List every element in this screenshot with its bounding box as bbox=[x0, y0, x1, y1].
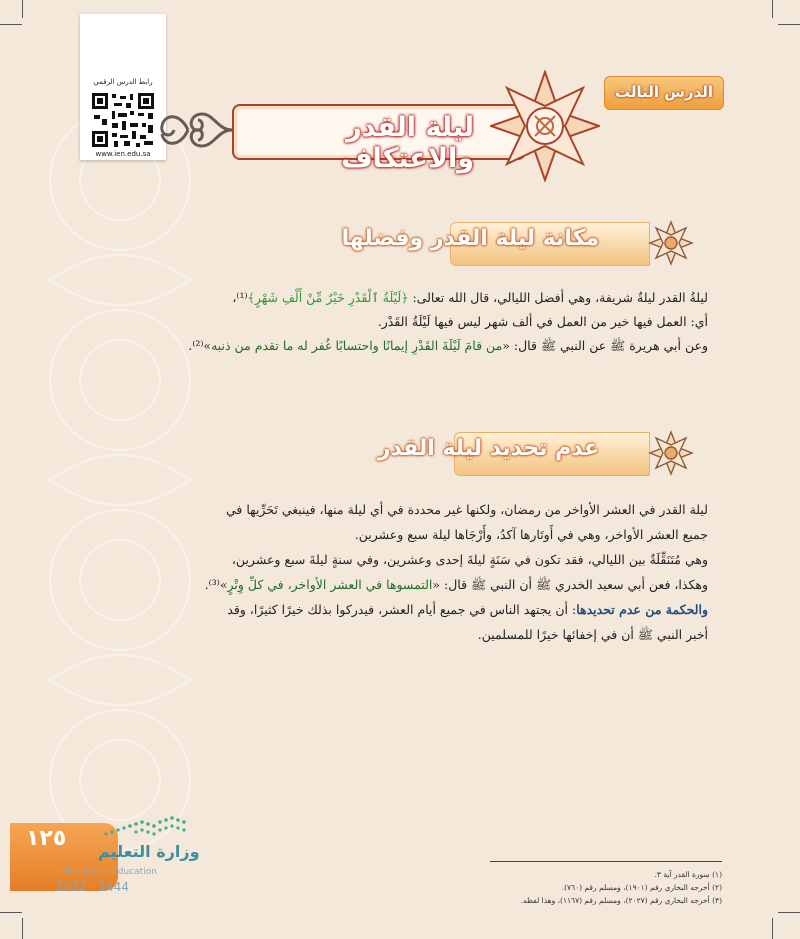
section-heading-1-label: مكانة ليلة القدر وفضلها bbox=[341, 226, 599, 251]
section-heading-1 bbox=[341, 222, 650, 266]
section-2-line-6: أخبر النبي ﷺ أن في إخفائها خيرًا للمسلمين. bbox=[477, 627, 708, 642]
flower-ornament-icon bbox=[648, 430, 694, 476]
footnote-3: (٣) أخرجه البخاري رقم (٢٠٢٧)، ومسلم رقم (١١٦٧)، وهذا لفظه. bbox=[520, 896, 722, 905]
crop-mark bbox=[22, 918, 23, 939]
page-number: ١٢٥ bbox=[26, 826, 67, 851]
flower-ornament-icon bbox=[648, 220, 694, 266]
section-2-line-4: وهكذا، فعن أبي سعيد الخدري ﷺ أن النبي ﷺ قال: «التمسوها في العشر الأواخر، في كلِّ وِتْرٍ»⁽³⁾. bbox=[204, 577, 708, 592]
section-2-body bbox=[92, 497, 708, 647]
wisdom-label: والحكمة من عدم تحديدها bbox=[576, 602, 708, 617]
section-2-line-1: ليلة القدر في العشر الأواخر من رمضان، ولكنها غير محددة في أي ليلة منها، فينبغي تَحَرِّيها في bbox=[225, 502, 708, 517]
lesson-number-label: الدرس الثالث bbox=[614, 83, 714, 101]
footnote-2: (٢) أخرجه البخاري رقم (١٩٠١)، ومسلم رقم (٧٦٠). bbox=[561, 883, 722, 892]
section-2-line-3: وهي مُتَنَقِّلَةٌ بين الليالي، فقد تكون في سَنَةٍ ليلةَ إحدى وعشرين، وفي سنةٍ ليلةَ سبع وعشرين، bbox=[231, 552, 708, 567]
qr-label: رابط الدرس الرقمي bbox=[93, 78, 153, 86]
section-1-line-1: ليلةُ القدر ليلةٌ شريفة، وهي أفضل الليالي، قال الله تعالى: ﴿لَيْلَةُ ٱلْقَدْرِ خَيْرٌ مِّنْ أَلْفِ شَهْرٍ﴾⁽¹⁾، bbox=[232, 290, 708, 305]
footnote-divider bbox=[490, 861, 722, 862]
crop-mark bbox=[0, 912, 22, 913]
ministry-name-arabic: وزارة التعليم bbox=[98, 842, 200, 861]
digital-lesson-qr-card[interactable] bbox=[80, 14, 166, 160]
section-1-body bbox=[92, 286, 708, 358]
section-1-line-3: وعن أبي هريرة ﷺ عن النبي ﷺ قال: «من قامَ لَيْلَةَ القَدْرِ إيمانًا واحتسابًا غُفر له ما تقدم من ذنبه»⁽²⁾. bbox=[188, 338, 708, 353]
qr-code-icon[interactable] bbox=[90, 91, 156, 149]
crop-mark bbox=[772, 918, 773, 939]
section-2-line-5: والحكمة من عدم تحديدها: أن يجتهد الناس في جميع أيام العشر، فيدركوا بذلك خيرًا كثيرًا، وقد bbox=[227, 602, 708, 617]
section-2-line-2: جميع العشر الأواخر، وهي في أَوتَارها آكدُ، وأَرْجَاها ليلة سبع وعشرين. bbox=[354, 527, 708, 542]
qr-url: www.ien.edu.sa bbox=[95, 150, 151, 158]
star-medallion-icon bbox=[490, 70, 600, 182]
footnotes bbox=[422, 868, 722, 907]
lesson-title: ليلة القدر والاعتكاف bbox=[341, 112, 474, 174]
crop-mark bbox=[778, 912, 800, 913]
hadith-quote: من قامَ لَيْلَةَ القَدْرِ إيمانًا واحتسابًا غُفر له ما تقدم من ذنبه bbox=[211, 338, 503, 353]
quran-verse: ﴿لَيْلَةُ ٱلْقَدْرِ خَيْرٌ مِّنْ أَلْفِ شَهْرٍ﴾ bbox=[247, 290, 409, 305]
scroll-ornament-icon bbox=[158, 104, 234, 156]
edition-year: 2022 - 1444 bbox=[56, 880, 130, 894]
section-heading-2 bbox=[377, 432, 650, 476]
footnote-1: (١) سورة القدر آية ٣. bbox=[654, 870, 722, 879]
ministry-name-english: Ministry of Education bbox=[62, 867, 157, 877]
crop-mark bbox=[0, 24, 22, 25]
lesson-number-tab bbox=[604, 76, 724, 110]
crop-mark bbox=[22, 0, 23, 18]
section-heading-2-label: عدم تحديد ليلة القدر bbox=[377, 436, 599, 461]
section-1-line-2: أي: العمل فيها خير من العمل في ألف شهر ليس فيها لَيْلَةُ القَدْر. bbox=[377, 314, 708, 329]
crop-mark bbox=[778, 24, 800, 25]
hadith-quote: التمسوها في العشر الأواخر، في كلِّ وِتْرٍ bbox=[227, 577, 433, 592]
crop-mark bbox=[772, 0, 773, 18]
ministry-logo-icon bbox=[96, 812, 188, 842]
lesson-title-banner bbox=[232, 104, 526, 174]
